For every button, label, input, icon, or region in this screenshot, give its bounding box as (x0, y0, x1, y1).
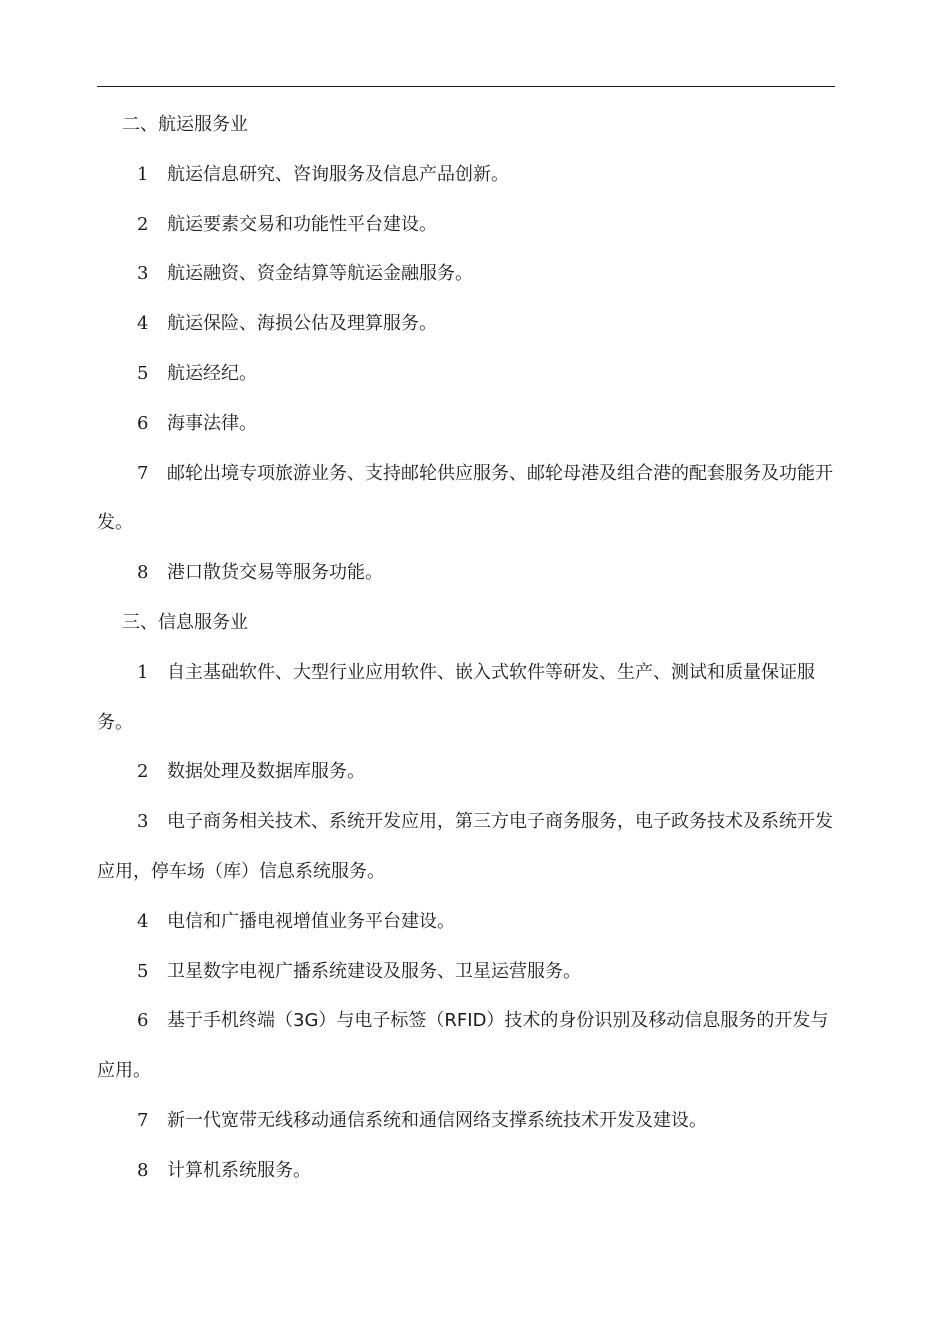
item-number: 7 (137, 462, 149, 484)
item-number: 7 (137, 1109, 149, 1131)
list-item (97, 947, 835, 997)
list-item (97, 249, 835, 299)
document-body (97, 100, 835, 1196)
item-number: 4 (137, 313, 149, 335)
item-text: 电子商务相关技术、系统开发应用，第三方电子商务服务，电子政务技术及系统开发应用，停车场（库）信息系统服务。 (97, 811, 833, 882)
item-number: 1 (137, 661, 149, 683)
list-item (97, 200, 835, 250)
item-text: 航运融资、资金结算等航运金融服务。 (167, 263, 473, 285)
list-item (97, 349, 835, 399)
item-number: 5 (137, 960, 149, 982)
item-text: 数据处理及数据库服务。 (167, 761, 365, 783)
list-item (97, 897, 835, 947)
item-number: 4 (137, 910, 149, 932)
list-item (97, 449, 835, 549)
section-heading-shipping: 二、航运服务业 (122, 114, 248, 135)
list-item (97, 648, 835, 748)
item-number: 6 (137, 1010, 149, 1032)
list-item (97, 299, 835, 349)
item-text: 航运要素交易和功能性平台建设。 (167, 213, 437, 235)
list-item (97, 150, 835, 200)
list-item (97, 548, 835, 598)
item-number: 3 (137, 811, 149, 833)
item-text: 计算机系统服务。 (167, 1159, 311, 1181)
item-text: 新一代宽带无线移动通信系统和通信网络支撑系统技术开发及建设。 (167, 1109, 707, 1131)
item-number: 2 (137, 213, 149, 235)
section-heading-information: 三、信息服务业 (122, 611, 248, 633)
list-item (97, 1146, 835, 1196)
list-item (97, 747, 835, 797)
item-text: 港口散货交易等服务功能。 (167, 562, 383, 584)
item-number: 6 (137, 412, 149, 434)
item-text: 电信和广播电视增值业务平台建设。 (167, 910, 455, 932)
list-item (97, 1096, 835, 1146)
item-number: 1 (137, 163, 149, 185)
list-item (97, 797, 835, 897)
item-number: 8 (137, 562, 149, 584)
item-text: 航运保险、海损公估及理算服务。 (167, 313, 437, 335)
item-number: 5 (137, 362, 149, 384)
item-number: 2 (137, 761, 149, 783)
item-text: 邮轮出境专项旅游业务、支持邮轮供应服务、邮轮母港及组合港的配套服务及功能开发。 (97, 462, 833, 534)
item-text: 基于手机终端（3G）与电子标签（RFID）技术的身份识别及移动信息服务的开发与应用。 (97, 1010, 829, 1082)
item-text: 航运信息研究、咨询服务及信息产品创新。 (167, 163, 509, 185)
header-rule (97, 86, 835, 87)
item-number: 3 (137, 263, 149, 285)
item-text: 自主基础软件、大型行业应用软件、嵌入式软件等研发、生产、测试和质量保证服务。 (97, 661, 815, 733)
item-text: 航运经纪。 (167, 362, 257, 384)
item-text: 海事法律。 (167, 412, 257, 434)
item-number: 8 (137, 1159, 149, 1181)
list-item (97, 996, 835, 1096)
list-item (97, 399, 835, 449)
item-text: 卫星数字电视广播系统建设及服务、卫星运营服务。 (167, 960, 581, 982)
